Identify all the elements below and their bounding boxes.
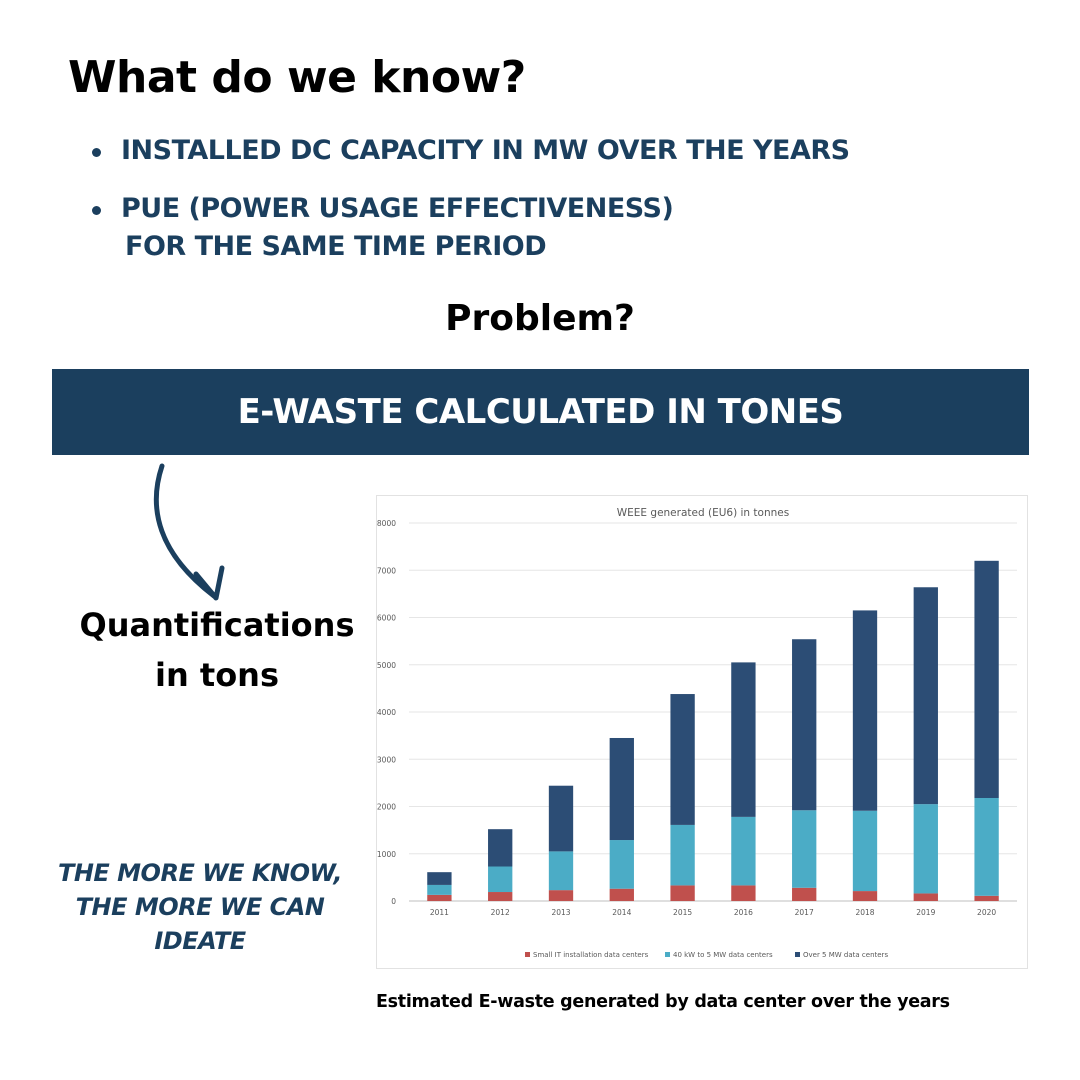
bar-segment <box>792 639 816 810</box>
bar-segment <box>610 738 634 840</box>
bar-segment <box>670 885 694 901</box>
bar-segment <box>488 829 512 866</box>
chart-title: WEEE generated (EU6) in tonnes <box>616 507 790 519</box>
y-tick-label: 7000 <box>377 566 396 576</box>
bar-segment <box>853 610 877 810</box>
banner <box>52 369 1029 455</box>
legend-label: Small IT installation data centers <box>533 951 649 959</box>
bar-segment <box>731 817 755 886</box>
legend-label: Over 5 MW data centers <box>803 951 889 959</box>
weee-chart-svg <box>377 496 1029 970</box>
known-item-capacity <box>92 132 850 170</box>
x-tick-label: 2015 <box>673 908 693 917</box>
chart-bars <box>427 561 999 901</box>
legend-swatch <box>665 952 670 957</box>
x-tick-label: 2017 <box>794 908 814 917</box>
x-tick-label: 2011 <box>429 908 449 917</box>
bar-segment <box>427 895 451 901</box>
known-list <box>92 132 850 286</box>
bar-segment <box>610 840 634 889</box>
bar-segment <box>974 798 998 896</box>
y-tick-label: 2000 <box>377 802 396 812</box>
motto <box>40 856 360 958</box>
chart-x-ticks <box>430 908 997 917</box>
x-tick-label: 2014 <box>612 908 632 917</box>
y-tick-label: 1000 <box>377 849 396 859</box>
x-tick-label: 2019 <box>916 908 936 917</box>
legend-label: 40 kW to 5 MW data centers <box>673 951 773 959</box>
x-tick-label: 2013 <box>551 908 571 917</box>
curved-arrow-icon <box>130 458 230 608</box>
x-tick-label: 2016 <box>733 908 753 917</box>
y-tick-label: 8000 <box>377 519 396 528</box>
bullet-dot <box>92 206 101 215</box>
problem-heading: Problem? <box>445 298 635 339</box>
weee-chart <box>376 495 1028 969</box>
quantifications-note <box>72 600 362 700</box>
bar-segment <box>549 786 573 852</box>
bar-segment <box>731 885 755 901</box>
bar-segment <box>974 896 998 901</box>
chart-caption: Estimated E-waste generated by data center over the years <box>376 992 950 1012</box>
y-tick-label: 5000 <box>377 660 396 670</box>
bar-segment <box>670 825 694 885</box>
x-tick-label: 2012 <box>490 908 510 917</box>
y-tick-label: 4000 <box>377 708 396 717</box>
bar-segment <box>914 587 938 804</box>
bar-segment <box>974 561 998 798</box>
bar-segment <box>488 892 512 901</box>
chart-legend <box>525 951 888 959</box>
motto-line3: IDEATE <box>154 927 246 955</box>
page-heading: What do we know? <box>68 52 526 103</box>
known-item-text: PUE (POWER USAGE EFFECTIVENESS) <box>121 193 674 224</box>
bar-segment <box>610 889 634 901</box>
known-item-text-continued: FOR THE SAME TIME PERIOD <box>125 231 547 262</box>
bar-segment <box>488 867 512 893</box>
bar-segment <box>731 662 755 817</box>
y-tick-label: 3000 <box>377 755 396 765</box>
bar-segment <box>914 804 938 893</box>
known-item-text: INSTALLED DC CAPACITY IN MW OVER THE YEARS <box>121 135 850 166</box>
quantifications-line2: in tons <box>155 656 279 694</box>
bar-segment <box>427 885 451 895</box>
bar-segment <box>549 851 573 890</box>
bar-segment <box>549 890 573 901</box>
y-tick-label: 6000 <box>377 613 396 623</box>
bar-segment <box>670 694 694 825</box>
quantifications-line1: Quantifications <box>79 606 355 644</box>
bar-segment <box>427 872 451 885</box>
bar-segment <box>792 810 816 887</box>
x-tick-label: 2020 <box>977 908 997 917</box>
banner-text: E-WASTE CALCULATED IN TONES <box>237 392 844 432</box>
motto-line2: THE MORE WE CAN <box>75 893 325 921</box>
bar-segment <box>792 888 816 901</box>
bar-segment <box>853 811 877 891</box>
x-tick-label: 2018 <box>855 908 875 917</box>
chart-y-ticks <box>377 519 396 906</box>
motto-line1: THE MORE WE KNOW, <box>57 859 343 887</box>
y-tick-label: 0 <box>391 897 396 906</box>
legend-swatch <box>795 952 800 957</box>
bullet-dot <box>92 148 101 157</box>
bar-segment <box>853 891 877 901</box>
legend-swatch <box>525 952 530 957</box>
bar-segment <box>914 893 938 901</box>
known-item-pue <box>92 190 850 266</box>
